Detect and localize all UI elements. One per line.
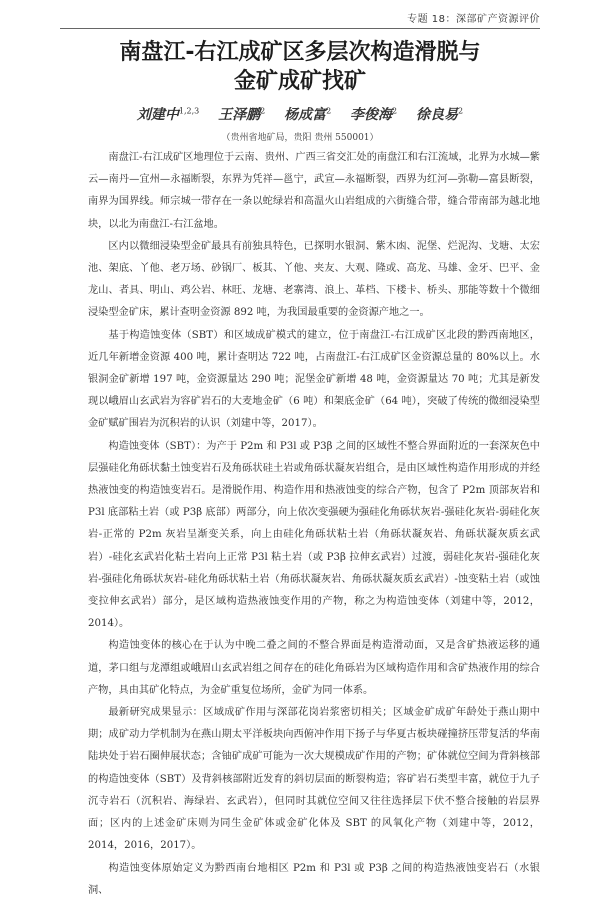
paragraph: 南盘江-右江成矿区地理位于云南、贵州、广西三省交汇处的南盘江和右江流域，北界为水城—紫云—南丹—宜州—永福断裂，东界为凭祥—邕宁，武宣—永福断裂，西界为红河—弥勒—富县断裂，南界为国界线。师宗城一带存在一条以蛇绿岩和高温火山岩组成的六街缝合带，缝合带南部为越北地块，以北为南盘江-右江盆地。 bbox=[88, 152, 540, 230]
paragraph: 构造蚀变体（SBT）：为产于 P2m 和 P3l 或 P3β 之间的区域性不整合界面附近的一套深灰色中层强硅化角砾状黏土蚀变岩石及角砾状硅土岩或角砾状凝灰岩组合，是由区域性构造作用形成的并经热液蚀变的构造蚀变岩石。是滑脱作用、构造作用和热液蚀变的综合产物，包含了 P2m 顶部灰岩和 P3l 底部粘土岩（或 P3β 底部）两部分，向上依次变强硬为强硅化角砾状灰岩-强硅化灰岩-弱硅化灰岩-正常的 P2m 灰岩呈渐变关系，向上由硅化角砾状粘土岩（角砾状凝灰岩、角砾状凝灰质玄武岩）-硅化玄武岩化粘土岩向上正常 P3l 粘土岩（或 P3β 拉伸玄武岩）过渡，弱硅化灰岩-强硅化灰岩-强硅化角砾状灰岩-硅化角砾状粘土岩（角砾状凝灰岩、角砾状凝灰质玄武岩）-蚀变粘土岩（或蚀变拉伸玄武岩）部分，是区域构造热液蚀变作用的产物，称之为构造蚀变体（刘建中等，2012，2014）。 bbox=[88, 440, 540, 630]
author: 徐良易$^2$ bbox=[416, 106, 464, 123]
author-list bbox=[0, 104, 600, 124]
body-text bbox=[88, 147, 540, 896]
paragraph: 区内以微细浸染型金矿最具有前独具特色，已探明水银洞、紫木凼、泥堡、烂泥沟、戈塘、太宏池、架底、丫他、老万场、砂锅厂、板其、丫他、夹友、大观、隆或、高龙、马雄、金牙、巴平、金龙山、者具、明山、鸡公岩、林旺、龙塘、老寨湾、浪上、革档、下楼卡、桥头、那能等数十个微细浸染型金矿床，累计查明金资源 892 吨，为我国最重要的金资源产地之一。 bbox=[88, 240, 540, 319]
affiliation: （贵州省地矿局，贵阳 贵州 550001） bbox=[221, 133, 379, 143]
paragraph: 构造蚀变体原始定义为黔西南台地相区 P2m 和 P3l 或 P3β 之间的构造热液蚀变岩石（水银洞、 bbox=[88, 862, 540, 896]
title-line-1: 南盘江-右江成矿区多层次构造滑脱与 bbox=[119, 40, 481, 65]
paragraph: 基于构造蚀变体（SBT）和区域成矿模式的建立，位于南盘江-右江成矿区北段的黔西南地区，近几年新增金资源 400 吨，累计查明达 722 吨，占南盘江-右江成矿区金资源总量的 80%以上。水银洞金矿新增 197 吨，金资源量达 290 吨；泥堡金矿新增 48 吨，金资源量达 70 吨；尤其是新发现以峨眉山玄武岩为容矿岩石的大麦地金矿（6 吨）和架底金矿（64 吨），突破了传统的微细浸染型金矿赋矿围岩为沉积岩的认识（刘建中等，2017）。 bbox=[88, 329, 540, 430]
title-line-2: 金矿成矿找矿 bbox=[233, 69, 366, 94]
author: 杨成富$^2$ bbox=[284, 106, 332, 123]
header-text: 专题 18：深部矿产资源评价 bbox=[407, 14, 540, 25]
author: 李俊海$^2$ bbox=[350, 106, 398, 123]
paragraph: 最新研究成果显示：区域成矿作用与深部花岗岩浆密切相关；区域金矿成矿年龄处于燕山期中期；成矿动力学机制为在燕山期太平洋板块向西俯冲作用下扬子与华夏古板块碰撞挤压带复活的华南陆块处于岩石圈伸展状态；含铀矿成矿可能为一次大规模成矿作用的产物；矿体就位空间为背斜核部的构造蚀变体（SBT）及背斜核部附近发育的斜切层面的断裂构造；容矿岩石类型丰富，就位于九子沉寺岩石（沉积岩、海绿岩、玄武岩），但同时其就位空间又往往选择层下伏不整合接触的岩层界面；区内的上述金矿床则为同生金矿体或金矿化体及 SBT 的风氧化产物（刘建中等，2012，2014，2016，2017）。 bbox=[88, 707, 540, 852]
paragraph: 构造蚀变体的核心在于认为中晚二叠之间的不整合界面是构造滑动面，又是含矿热液运移的通道，茅口组与龙潭组或峨眉山玄武岩组之间存在的硅化角砾岩为区域构造作用和含矿热液作用的综合产物，具由其矿化特点，为金矿重复位场所，金矿为同一体系。 bbox=[88, 640, 540, 696]
running-header bbox=[60, 8, 540, 29]
author: 刘建中$^{1,2,3}$ bbox=[136, 106, 200, 123]
author: 王泽鹏$^2$ bbox=[218, 106, 266, 123]
